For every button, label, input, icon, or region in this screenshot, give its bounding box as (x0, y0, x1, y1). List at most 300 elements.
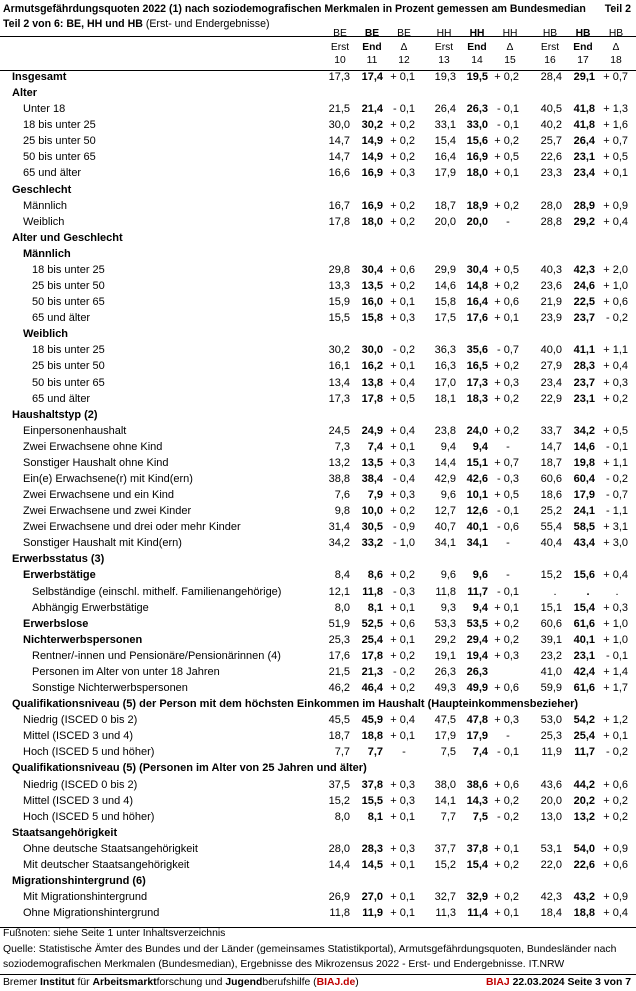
cell-value: + 0,2 (494, 199, 519, 212)
cell-value: 28,0 (540, 199, 562, 212)
cell-value: 42,4 (573, 665, 595, 678)
cell-value: - 0,1 (496, 505, 519, 518)
cell-value: 24,9 (361, 424, 383, 437)
cell-value: 13,4 (328, 376, 350, 389)
cell-value: + 1,4 (603, 665, 628, 678)
cell-value: + 1,1 (603, 456, 628, 469)
cell-value: 16,9 (466, 151, 488, 164)
cell-value: 25,4 (361, 633, 383, 646)
cell-value: + 0,2 (494, 424, 519, 437)
cell-value: 15,5 (361, 794, 383, 807)
cell-value: + 1,1 (603, 344, 628, 357)
cell-value: 11,8 (362, 585, 383, 598)
column-state: HB (542, 28, 558, 39)
cell-value: 54,2 (573, 714, 595, 727)
cell-value: - 0,2 (496, 810, 519, 823)
cell-value: 40,4 (540, 537, 562, 550)
cell-value: 13,2 (328, 456, 350, 469)
cell-value: + 0,3 (494, 376, 519, 389)
cell-value: 17,3 (328, 71, 350, 83)
cell-value: 14,5 (361, 858, 383, 871)
table-row (0, 166, 636, 182)
cell-value: 15,2 (434, 858, 456, 871)
cell-value: 22,6 (540, 151, 562, 164)
institute-abbr: BIAJ.de (316, 977, 356, 988)
cell-value: 28,3 (573, 360, 595, 373)
cell-value: 29,4 (466, 633, 488, 646)
cell-value: + 0,3 (603, 601, 628, 614)
cell-value: 18,4 (540, 907, 562, 920)
cell-value: - 0,7 (496, 344, 519, 357)
cell-value: 7,7 (440, 810, 456, 823)
cell-value: 41,8 (573, 103, 595, 116)
cell-value: 15,6 (466, 135, 488, 148)
cell-value: 53,1 (540, 842, 562, 855)
cell-value: + 0,2 (603, 810, 628, 823)
cell-value: 14,6 (434, 280, 456, 293)
table-row (0, 231, 636, 247)
cell-value: 46,4 (361, 682, 383, 695)
cell-value: 25,2 (540, 505, 562, 518)
row-label: Unter 18 (23, 103, 66, 116)
cell-value: 21,3 (361, 665, 383, 678)
cell-value: 26,9 (328, 891, 350, 904)
cell-value: 8,1 (367, 601, 383, 614)
cell-value: . (586, 585, 590, 598)
cell-value: 7,3 (334, 440, 350, 453)
cell-value: 20,0 (540, 794, 562, 807)
column-num: 11 (366, 55, 378, 66)
cell-value: 34,1 (434, 537, 456, 550)
cell-value: 21,4 (361, 103, 383, 116)
table-row (0, 874, 636, 890)
row-label: 65 und älter (32, 312, 91, 325)
cell-value: 43,6 (540, 778, 562, 791)
cell-value: 60,4 (573, 473, 595, 485)
page-info (486, 977, 631, 988)
institute-name (3, 977, 359, 988)
cell-value: + 0,4 (603, 360, 628, 373)
cell-value: 22,9 (540, 392, 562, 405)
cell-value: + 0,6 (494, 778, 519, 791)
cell-value: - (402, 746, 406, 759)
institute-part: Bremer (3, 977, 40, 988)
cell-value: + 0,2 (494, 891, 519, 904)
cell-value: 16,4 (466, 296, 488, 309)
cell-value: 19,8 (573, 456, 595, 469)
column-state: BE (364, 28, 380, 39)
row-label: Mittel (ISCED 3 und 4) (23, 730, 134, 743)
cell-value: + 0,4 (390, 376, 415, 389)
cell-value: + 0,3 (390, 489, 415, 502)
cell-value: 9,6 (440, 569, 456, 582)
source-block (0, 942, 636, 972)
column-num: 10 (334, 55, 346, 66)
cell-value: 29,8 (328, 263, 350, 276)
cell-value: - 0,1 (496, 746, 519, 759)
cell-value: 15,8 (434, 296, 456, 309)
cell-value: - 0,9 (392, 521, 415, 534)
column-state: HH (469, 28, 485, 39)
cell-value: 16,2 (361, 360, 383, 373)
table-row (0, 552, 636, 568)
cell-value: 8,0 (334, 601, 350, 614)
cell-value: 25,7 (540, 135, 562, 148)
row-label: Männlich (23, 247, 71, 260)
cell-value: 40,7 (434, 521, 456, 534)
cell-value: - (506, 730, 510, 743)
cell-value: 9,8 (334, 505, 350, 518)
cell-value: 28,9 (573, 199, 595, 212)
cell-value: 7,7 (334, 746, 350, 759)
row-label: 50 bis unter 65 (23, 151, 96, 164)
row-label: Weiblich (23, 328, 69, 341)
cell-value: + 0,3 (494, 649, 519, 662)
cell-value: 23,2 (540, 649, 562, 662)
cell-value: - 0,2 (392, 344, 415, 357)
cell-value: 15,8 (361, 312, 383, 325)
institute-footer (0, 974, 636, 991)
table-row (0, 215, 636, 231)
row-label: Niedrig (ISCED 0 bis 2) (23, 714, 138, 727)
cell-value: 30,5 (361, 521, 383, 534)
cell-value: 13,2 (573, 810, 595, 823)
row-label: Qualifikationsniveau (5) der Person mit dem höchsten Einkommen im Haushalt (Haupteinkommensbezieher) (12, 698, 579, 711)
cell-value: 37,8 (466, 842, 488, 855)
table-row (0, 279, 636, 295)
cell-value: 14,3 (466, 794, 488, 807)
column-header-4 (427, 27, 461, 68)
cell-value: 18,0 (361, 215, 383, 228)
part-label: Teil 2 (604, 3, 631, 15)
column-num: 18 (610, 55, 622, 66)
cell-value: + 0,2 (390, 649, 415, 662)
table-row (0, 504, 636, 520)
cell-value: + 0,1 (390, 633, 415, 646)
row-label: Sonstiger Haushalt mit Kind(ern) (23, 537, 182, 550)
row-label: Zwei Erwachsene und drei oder mehr Kinder (23, 521, 241, 534)
table-row (0, 86, 636, 102)
row-label: Rentner/-innen und Pensionäre/Pensionärinnen (4) (32, 649, 281, 662)
cell-value: 18,1 (434, 392, 456, 405)
row-label: Erwerbsstatus (3) (12, 553, 105, 566)
cell-value: + 3,0 (603, 537, 628, 550)
cell-value: + 0,6 (390, 617, 415, 630)
table-row (0, 199, 636, 215)
cell-value: 11,7 (467, 585, 488, 598)
table-row (0, 520, 636, 536)
cell-value: 17,3 (328, 392, 350, 405)
column-kind: Erst (434, 41, 454, 53)
column-kind: Erst (330, 41, 350, 53)
row-label: Insgesamt (12, 71, 67, 83)
cell-value: 22,0 (540, 858, 562, 871)
cell-value: 9,6 (440, 489, 456, 502)
report-title: Armutsgefährdungsquoten 2022 (1) nach soziodemografischen Merkmalen in Prozent gemessen am Bundesmedian (3, 3, 586, 15)
row-label: Männlich (23, 199, 68, 212)
cell-value: 24,5 (328, 424, 350, 437)
cell-value: 14,8 (466, 280, 488, 293)
cell-value: 23,7 (573, 312, 595, 325)
table-row (0, 745, 636, 761)
cell-value: - 1,1 (605, 505, 628, 518)
row-label: Abhängig Erwerbstätige (32, 601, 149, 614)
cell-value: + 0,2 (494, 858, 519, 871)
row-label: Hoch (ISCED 5 und höher) (23, 810, 155, 823)
cell-value: 34,1 (466, 537, 488, 550)
cell-value: 29,1 (573, 71, 595, 83)
row-label: Geschlecht (12, 183, 72, 196)
cell-value: 11,7 (574, 746, 595, 759)
cell-value: 15,2 (540, 569, 562, 582)
cell-value: + 0,9 (603, 842, 628, 855)
table-row (0, 890, 636, 906)
column-kind: Δ (612, 41, 620, 53)
cell-value: 55,4 (540, 521, 562, 534)
cell-value: 30,4 (466, 263, 488, 276)
column-header-9 (599, 27, 633, 68)
cell-value: 26,3 (466, 103, 488, 116)
column-state: BE (333, 28, 347, 39)
cell-value: 15,9 (328, 296, 350, 309)
cell-value: 24,0 (466, 424, 488, 437)
cell-value: 26,3 (434, 665, 456, 678)
cell-value: + 0,2 (494, 633, 519, 646)
subtitle-rest: (Erst- und Endergebnisse) (142, 18, 270, 30)
cell-value: 29,9 (434, 263, 456, 276)
cell-value: + 0,2 (494, 71, 519, 83)
cell-value: 8,4 (334, 569, 350, 582)
table-row (0, 585, 636, 601)
cell-value: 16,6 (328, 167, 350, 180)
cell-value: + 0,2 (390, 215, 415, 228)
row-label: Alter (12, 87, 38, 100)
cell-value: 16,5 (466, 360, 488, 373)
cell-value: 11,8 (435, 585, 456, 598)
cell-value: + 0,1 (390, 810, 415, 823)
cell-value: + 0,7 (603, 71, 628, 83)
cell-value: 17,9 (466, 730, 488, 743)
column-num: 14 (471, 55, 483, 66)
cell-value: 14,9 (361, 135, 383, 148)
cell-value: 38,0 (434, 778, 456, 791)
cell-value: + 1,7 (603, 682, 628, 695)
cell-value: 28,3 (361, 842, 383, 855)
table-row (0, 359, 636, 375)
cell-value: - 0,1 (496, 119, 519, 132)
cell-value: 15,4 (573, 601, 595, 614)
cell-value: + 1,2 (603, 714, 628, 727)
table-row (0, 488, 636, 504)
cell-value: + 0,2 (390, 119, 415, 132)
cell-value: . (615, 585, 619, 598)
cell-value: 27,0 (361, 891, 383, 904)
cell-value: 58,5 (573, 521, 595, 534)
cell-value: 45,9 (361, 714, 383, 727)
cell-value: 17,6 (328, 649, 350, 662)
column-num: 17 (577, 55, 589, 66)
cell-value: 15,4 (466, 858, 488, 871)
cell-value: + 0,2 (390, 505, 415, 518)
cell-value: 23,1 (573, 392, 595, 405)
cell-value: 11,8 (329, 907, 350, 920)
cell-value: 7,5 (440, 746, 456, 759)
cell-value: 7,4 (367, 440, 383, 453)
cell-value: 19,4 (466, 649, 488, 662)
cell-value: 42,6 (466, 473, 488, 485)
cell-value: 14,7 (328, 135, 350, 148)
table-row (0, 472, 636, 488)
cell-value: . (553, 585, 557, 598)
column-num: 13 (438, 55, 450, 66)
cell-value: 42,3 (573, 263, 595, 276)
cell-value: + 0,1 (494, 842, 519, 855)
cell-value: 18,3 (466, 392, 488, 405)
column-header (0, 26, 636, 71)
row-label: 50 bis unter 65 (32, 376, 105, 389)
column-kind: End (573, 41, 593, 53)
column-num: 16 (544, 55, 556, 66)
table-row (0, 858, 636, 874)
cell-value: + 0,1 (390, 730, 415, 743)
row-label: Einpersonenhaushalt (23, 424, 127, 437)
cell-value: 15,1 (540, 601, 562, 614)
cell-value: 15,6 (573, 569, 595, 582)
table-row (0, 617, 636, 633)
cell-value: 8,0 (334, 810, 350, 823)
cell-value: 23,9 (540, 312, 562, 325)
cell-value: 25,3 (540, 730, 562, 743)
cell-value: + 0,5 (603, 151, 628, 164)
cell-value: + 0,1 (390, 601, 415, 614)
cell-value: 26,3 (466, 665, 488, 678)
row-label: 65 und älter (32, 392, 91, 405)
column-state: HB (575, 28, 591, 39)
cell-value: 19,5 (466, 71, 488, 83)
cell-value: - 0,1 (392, 103, 415, 116)
cell-value: 14,6 (573, 440, 595, 453)
column-kind: Δ (506, 41, 514, 53)
cell-value: 46,2 (328, 682, 350, 695)
cell-value: 45,5 (328, 714, 350, 727)
biaj-label: BIAJ (486, 977, 510, 988)
cell-value: 31,4 (328, 521, 350, 534)
row-label: Erwerbstätige (23, 569, 96, 582)
cell-value: 49,3 (434, 682, 456, 695)
cell-value: 16,9 (361, 199, 383, 212)
column-header-8 (566, 27, 600, 68)
cell-value: + 1,0 (603, 617, 628, 630)
cell-value: 13,5 (361, 280, 383, 293)
cell-value: 23,8 (434, 424, 456, 437)
row-label: Niedrig (ISCED 0 bis 2) (23, 778, 138, 791)
cell-value: 24,6 (573, 280, 595, 293)
cell-value: + 0,4 (603, 569, 628, 582)
cell-value: 30,0 (328, 119, 350, 132)
cell-value: 17,9 (434, 167, 456, 180)
cell-value: 19,3 (434, 71, 456, 83)
cell-value: + 0,2 (390, 135, 415, 148)
row-label: Migrationshintergrund (6) (12, 875, 146, 887)
cell-value: + 0,3 (390, 312, 415, 325)
cell-value: - 0,2 (605, 746, 628, 759)
row-label: 18 bis unter 25 (32, 263, 105, 276)
institute-part: Institut (39, 977, 75, 988)
cell-value: 9,4 (472, 440, 488, 453)
cell-value: - 1,0 (392, 537, 415, 550)
cell-value: 17,4 (361, 71, 383, 83)
date-page: 22.03.2024 Seite 3 von 7 (509, 977, 631, 988)
cell-value: 8,1 (367, 810, 383, 823)
cell-value: + 0,5 (494, 489, 519, 502)
cell-value: 15,5 (328, 312, 350, 325)
cell-value: - 0,1 (605, 649, 628, 662)
cell-value: - 0,7 (605, 489, 628, 502)
row-label: 18 bis unter 25 (32, 344, 105, 357)
table-row (0, 440, 636, 456)
cell-value: 35,6 (466, 344, 488, 357)
footnote-text: Fußnoten: siehe Seite 1 unter Inhaltsverzeichnis (3, 928, 226, 939)
cell-value: 54,0 (573, 842, 595, 855)
cell-value: 36,3 (434, 344, 456, 357)
cell-value: + 0,6 (494, 682, 519, 695)
cell-value: 21,5 (328, 103, 350, 116)
cell-value: 49,9 (466, 682, 488, 695)
row-label: 25 bis unter 50 (32, 360, 105, 373)
cell-value: 18,8 (573, 907, 595, 920)
cell-value: 40,1 (466, 521, 488, 534)
cell-value: - 0,2 (605, 312, 628, 325)
table-row (0, 681, 636, 697)
row-label: Mit Migrationshintergrund (23, 891, 148, 904)
column-kind: Δ (400, 41, 408, 53)
table-row (0, 713, 636, 729)
cell-value: 13,8 (361, 376, 383, 389)
table-row (0, 729, 636, 745)
cell-value: - 0,2 (392, 665, 415, 678)
cell-value: 14,1 (434, 794, 456, 807)
cell-value: 25,4 (573, 730, 595, 743)
table-row (0, 134, 636, 150)
cell-value: + 0,7 (603, 135, 628, 148)
row-label: Nichterwerbspersonen (23, 633, 143, 646)
cell-value: - (506, 569, 510, 582)
cell-value: 7,5 (472, 810, 488, 823)
cell-value: 33,7 (540, 424, 562, 437)
cell-value: 40,5 (540, 103, 562, 116)
cell-value: + 0,4 (603, 907, 628, 920)
cell-value: 59,9 (540, 682, 562, 695)
cell-value: 13,5 (361, 456, 383, 469)
cell-value: + 0,3 (390, 167, 415, 180)
cell-value: 20,0 (434, 215, 456, 228)
row-label: Zwei Erwachsene und zwei Kinder (23, 505, 192, 518)
cell-value: 14,7 (328, 151, 350, 164)
cell-value: 40,3 (540, 263, 562, 276)
cell-value: 43,4 (573, 537, 595, 550)
cell-value: 30,4 (361, 263, 383, 276)
cell-value: + 0,1 (494, 601, 519, 614)
row-label: 25 bis unter 50 (32, 280, 105, 293)
row-label: Zwei Erwachsene ohne Kind (23, 440, 163, 453)
cell-value: 17,3 (466, 376, 488, 389)
cell-value: 11,3 (435, 907, 456, 920)
cell-value: 23,1 (573, 151, 595, 164)
cell-value: + 0,1 (603, 167, 628, 180)
table-row (0, 842, 636, 858)
cell-value: 18,7 (434, 199, 456, 212)
cell-value: + 0,2 (390, 151, 415, 164)
